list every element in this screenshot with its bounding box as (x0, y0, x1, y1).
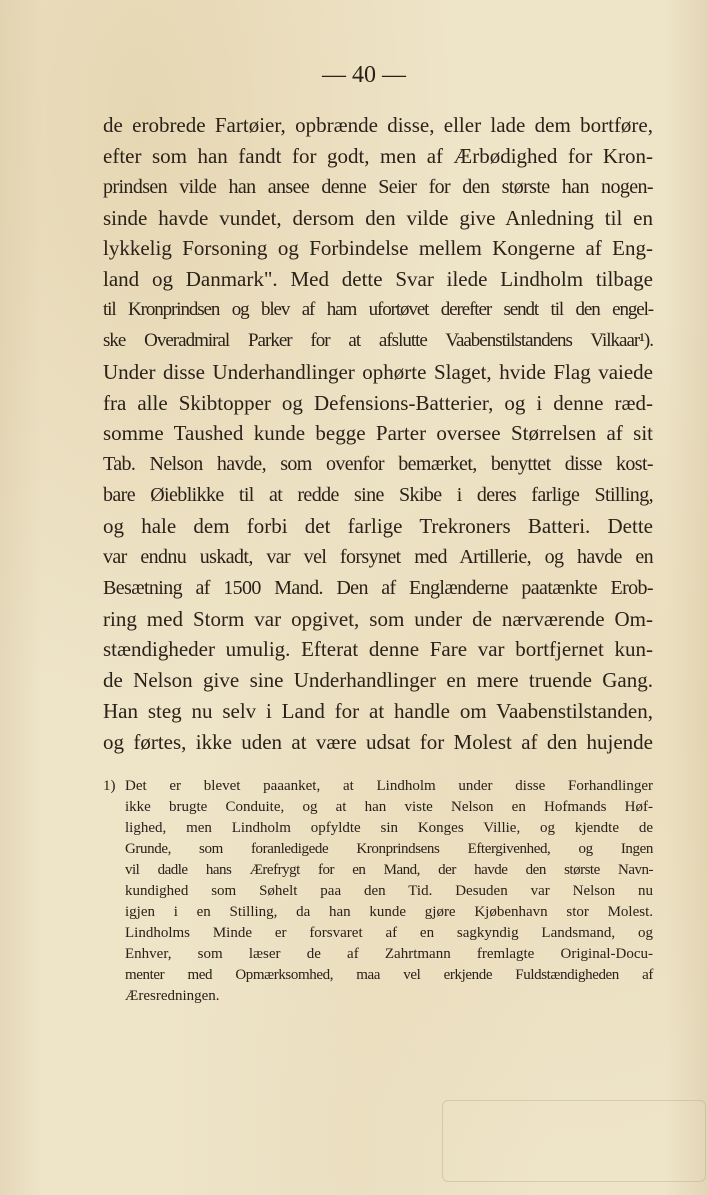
text-line: Under disse Underhandlinger ophørte Slaget, hvide Flag vaiede (103, 359, 653, 384)
text-line: ring med Storm var opgivet, som under de nærværende Om- (103, 606, 653, 631)
footnote-line: Enhver, som læser de af Zahrtmann fremlagte Original-Docu- (125, 946, 653, 962)
text-line: land og Danmark". Med dette Svar ilede Lindholm tilbage (103, 267, 653, 292)
footnote-text: Det er blevet paaanket, at Lindholm under disse Forhandlinger (125, 778, 653, 794)
body-text (103, 110, 653, 758)
footnote-line (103, 776, 653, 797)
text-line: og hale dem forbi det farlige Trekroners Batteri. Dette (103, 513, 653, 538)
page-number: — 40 — (322, 62, 406, 88)
text-line: de erobrede Fartøier, opbrænde disse, eller lade dem bortføre, (103, 113, 653, 137)
text-line: efter som han fandt for godt, men af Ærbødighed for Kron- (103, 143, 653, 168)
text-line: bare Øieblikke til at redde sine Skibe i deres farlige Stilling, (103, 484, 653, 507)
footnote-line: ikke brugte Conduite, og at han viste Nelson en Hofmands Høf- (125, 799, 653, 815)
footnote-line: Lindholms Minde er forsvaret af en sagkyndig Landsmand, og (125, 925, 653, 941)
footnote (103, 776, 653, 1007)
text-line: var endnu uskadt, var vel forsynet med Artillerie, og havde en (103, 545, 653, 568)
footnote-line: vil dadle hans Ærefrygt for en Mand, der havde den største Navn- (125, 862, 653, 878)
footnote-marker: 1) (103, 778, 116, 794)
text-line: de Nelson give sine Underhandlinger en mere truende Gang. (103, 668, 653, 693)
footnote-line: Æresredningen. (125, 988, 220, 1004)
text-line: prindsen vilde han ansee denne Seier for den største han nogen- (103, 175, 653, 198)
text-line: Besætning af 1500 Mand. Den af Englænderne paatænkte Erob- (103, 576, 653, 599)
text-line: til Kronprindsen og blev af ham ufortøvet derefter sendt til den engel- (103, 299, 653, 321)
text-line: stændigheder umulig. Efterat denne Fare var bortfjernet kun- (103, 637, 653, 662)
text-line: sinde havde vundet, dersom den vilde give Anledning til en (103, 205, 653, 230)
footnote-line: igjen i en Stilling, da han kunde gjøre Kjøbenhavn stor Molest. (125, 904, 653, 920)
text-line: somme Taushed kunde begge Parter oversee Størrelsen af sit (103, 421, 653, 446)
text-line: lykkelig Forsoning og Forbindelse mellem Kongerne af Eng- (103, 236, 653, 261)
text-line: Tab. Nelson havde, som ovenfor bemærket, benyttet disse kost- (103, 453, 653, 476)
paper-imprint (442, 1100, 706, 1182)
text-line: og førtes, ikke uden at være udsat for Molest af den hujende (103, 729, 653, 754)
text-line: ske Overadmiral Parker for at afslutte Vaabenstilstandens Vilkaar¹). (103, 329, 653, 351)
footnote-line: kundighed som Søhelt paa den Tid. Desuden var Nelson nu (125, 883, 653, 899)
footnote-line: Grunde, som foranledigede Kronprindsens Eftergivenhed, og Ingen (125, 841, 653, 857)
footnote-line: menter med Opmærksomhed, maa vel erkjende Fuldstændigheden af (125, 967, 653, 983)
text-line: fra alle Skibtopper og Defensions-Batterier, og i denne ræd- (103, 390, 653, 415)
footnote-line: lighed, men Lindholm opfyldte sin Konges Villie, og kjendte de (125, 820, 653, 836)
text-line: Han steg nu selv i Land for at handle om Vaabenstilstanden, (103, 699, 653, 724)
